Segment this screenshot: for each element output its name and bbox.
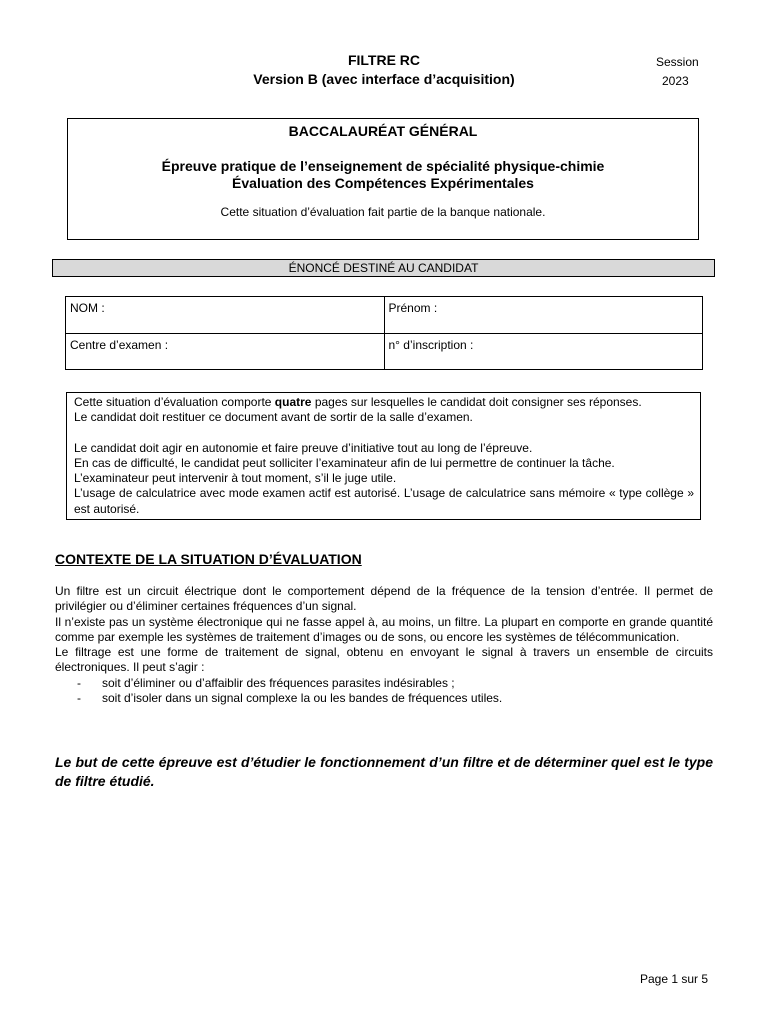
context-paragraph-2: Il n’existe pas un système électronique qui ne fasse appel à, au moins, un filtre. La plupart en comporte en grande quantité comme par exemple les systèmes de traitement d’images ou de sons, ou encore les systèmes de télécommunication. — [55, 614, 713, 644]
context-bullet: - soit d’éliminer ou d’affaiblir des fréquences parasites indésirables ; — [55, 676, 713, 691]
session-block — [656, 53, 699, 91]
bac-box — [67, 118, 699, 240]
bac-heading: BACCALAURÉAT GÉNÉRAL — [288, 123, 478, 139]
centre-label: Centre d’examen : — [70, 337, 169, 352]
page-number: Page 1 sur 5 — [640, 972, 709, 986]
bac-line-1: Épreuve pratique de l’enseignement de spécialité physique-chimie — [161, 158, 605, 174]
prenom-field[interactable] — [384, 297, 703, 334]
inscription-field[interactable] — [384, 333, 703, 370]
rules-line-4: En cas de difficulté, le candidat peut solliciter l’examinateur afin de lui permettre de continuer la tâche. — [74, 455, 615, 470]
rules-line-6: L’usage de calculatrice avec mode examen actif est autorisé. L’usage de calculatrice sans mémoire « type collège » est autorisé. — [74, 486, 694, 516]
bac-line-2: Évaluation des Compétences Expérimentales — [232, 175, 534, 191]
context-paragraph-1: Un filtre est un circuit électrique dont le comportement dépend de la fréquence de la tension d’entrée. Il permet de privilégier ou d’éliminer certaines fréquences d’un signal. — [55, 584, 713, 614]
rules-box — [66, 392, 701, 520]
rules-line-1-pre: Cette situation d’évaluation comporte — [74, 395, 275, 409]
rules-line-2: Le candidat doit restituer ce document avant de sortir de la salle d’examen. — [74, 410, 473, 425]
rules-line-1-bold: quatre — [274, 395, 312, 409]
rules-line-3: Le candidat doit agir en autonomie et faire preuve d’initiative tout au long de l’épreuve. — [74, 440, 533, 455]
session-label: Session — [656, 55, 699, 69]
context-body — [55, 584, 713, 706]
rules-spacer — [74, 426, 694, 441]
context-bullet-list — [55, 676, 713, 707]
nom-label: NOM : — [70, 301, 105, 315]
document-subtitle: Version B (avec interface d’acquisition) — [253, 71, 515, 87]
enonce-banner: ÉNONCÉ DESTINÉ AU CANDIDAT — [52, 259, 715, 277]
prenom-label: Prénom : — [388, 301, 438, 315]
inscription-label: n° d’inscription : — [388, 337, 474, 352]
goal-statement: Le but de cette épreuve est d’étudier le fonctionnement d’un filtre et de déterminer quel est le type de filtre étudié. — [55, 754, 713, 789]
context-bullet: - soit d’isoler dans un signal complexe la ou les bandes de fréquences utiles. — [55, 691, 713, 706]
nom-field[interactable] — [66, 297, 385, 334]
context-paragraph-3: Le filtrage est une forme de traitement de signal, obtenu en envoyant le signal à travers un ensemble de circuits électroniques. Il peut s’agir : — [55, 645, 713, 675]
session-year: 2023 — [662, 74, 689, 88]
candidate-identity-table — [65, 296, 703, 370]
rules-line-1 — [74, 395, 694, 410]
bac-line-3: Cette situation d’évaluation fait partie de la banque nationale. — [220, 205, 546, 219]
document-title: FILTRE RC — [347, 52, 421, 68]
context-title: CONTEXTE DE LA SITUATION D’ÉVALUATION — [55, 551, 362, 567]
rules-line-1-post: pages sur lesquelles le candidat doit consigner ses réponses. — [311, 395, 642, 409]
centre-field[interactable] — [66, 333, 385, 370]
rules-line-5: L’examinateur peut intervenir à tout moment, s’il le juge utile. — [74, 471, 397, 486]
